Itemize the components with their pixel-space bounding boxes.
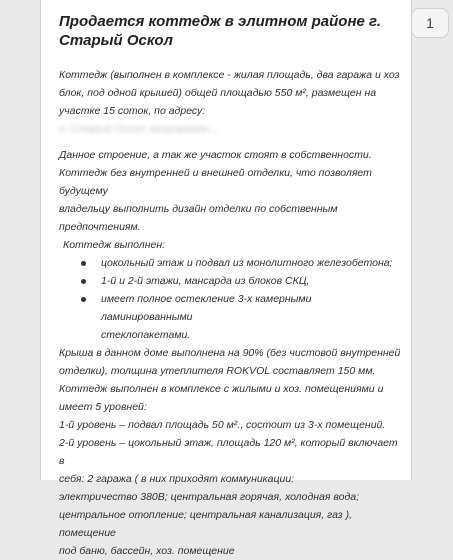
page-number-indicator[interactable]: 1 (411, 8, 449, 38)
redacted-address: г. Старый Оскол, микрорайон ... (59, 123, 221, 135)
list-item (81, 254, 401, 272)
text-line: Данное строение, а так же участок стоят в собственности. (59, 149, 372, 161)
text-line: Коттедж без внутренней и внешней отделки, что позволяет будущему (59, 167, 372, 197)
list-item (81, 290, 401, 326)
text-line: владельцу выполнить дизайн отделки по собственным (59, 203, 338, 215)
levels-paragraph (59, 416, 401, 560)
page-content (59, 12, 401, 560)
list-item-text: стеклопакетами. (101, 329, 191, 341)
text-line: Крыша в данном доме выполнена на 90% (без чистовой внутренней (59, 347, 401, 359)
ownership-paragraph (59, 146, 401, 236)
text-line: электричество 380В; центральная горячая, холодная вода; (59, 491, 360, 503)
list-item-continuation (81, 326, 401, 344)
bullet-icon (81, 297, 86, 302)
list-item-text: 1-й и 2-й этажи, мансарда из блоков СКЦ, (101, 275, 310, 287)
text-line: 1-й уровень – подвал площадь 50 м²., состоит из 3-х помещений. (59, 419, 386, 431)
text-line: 2-й уровень – цокольный этаж, площадь 120 м², который включает в (59, 437, 398, 467)
roof-paragraph (59, 344, 401, 416)
document-title: Продается коттедж в элитном районе г. Старый Оскол (59, 13, 382, 49)
text-line: себя: 2 гаража ( в них приходят коммуникации: (59, 473, 295, 485)
text-line: центральное отопление; центральная канализация, газ ), помещение (59, 509, 352, 539)
bullet-icon (81, 279, 86, 284)
text-line: под баню, бассейн, хоз. помещение (59, 545, 235, 557)
list-item-text: цокольный этаж и подвал из монолитного железобетона; (101, 257, 393, 269)
document-page (40, 0, 412, 557)
intro-paragraph (59, 66, 401, 138)
bullet-icon (81, 261, 86, 266)
text-line: блок, под одной крышей) общей площадью 550 м², размещен на (59, 87, 377, 99)
bullet-list (59, 254, 401, 344)
text-line: участке 15 соток, по адресу: (59, 105, 206, 117)
text-line: имеет 5 уровней: (59, 401, 147, 413)
list-item-text: имеет полное остекление 3-х камерными ламинированными (101, 293, 312, 323)
text-line: Коттедж выполнен в комплексе с жилыми и хоз. помещениями и (59, 383, 384, 395)
text-line: отделки), толщина утеплителя ROKVOL составляет 150 мм. (59, 365, 376, 377)
text-line: предпочтениям. (59, 221, 141, 233)
list-item (81, 272, 401, 290)
text-line: Коттедж (выполнен в комплексе - жилая площадь, два гаража и хоз (59, 69, 400, 81)
built-heading: Коттедж выполнен: (63, 239, 166, 251)
